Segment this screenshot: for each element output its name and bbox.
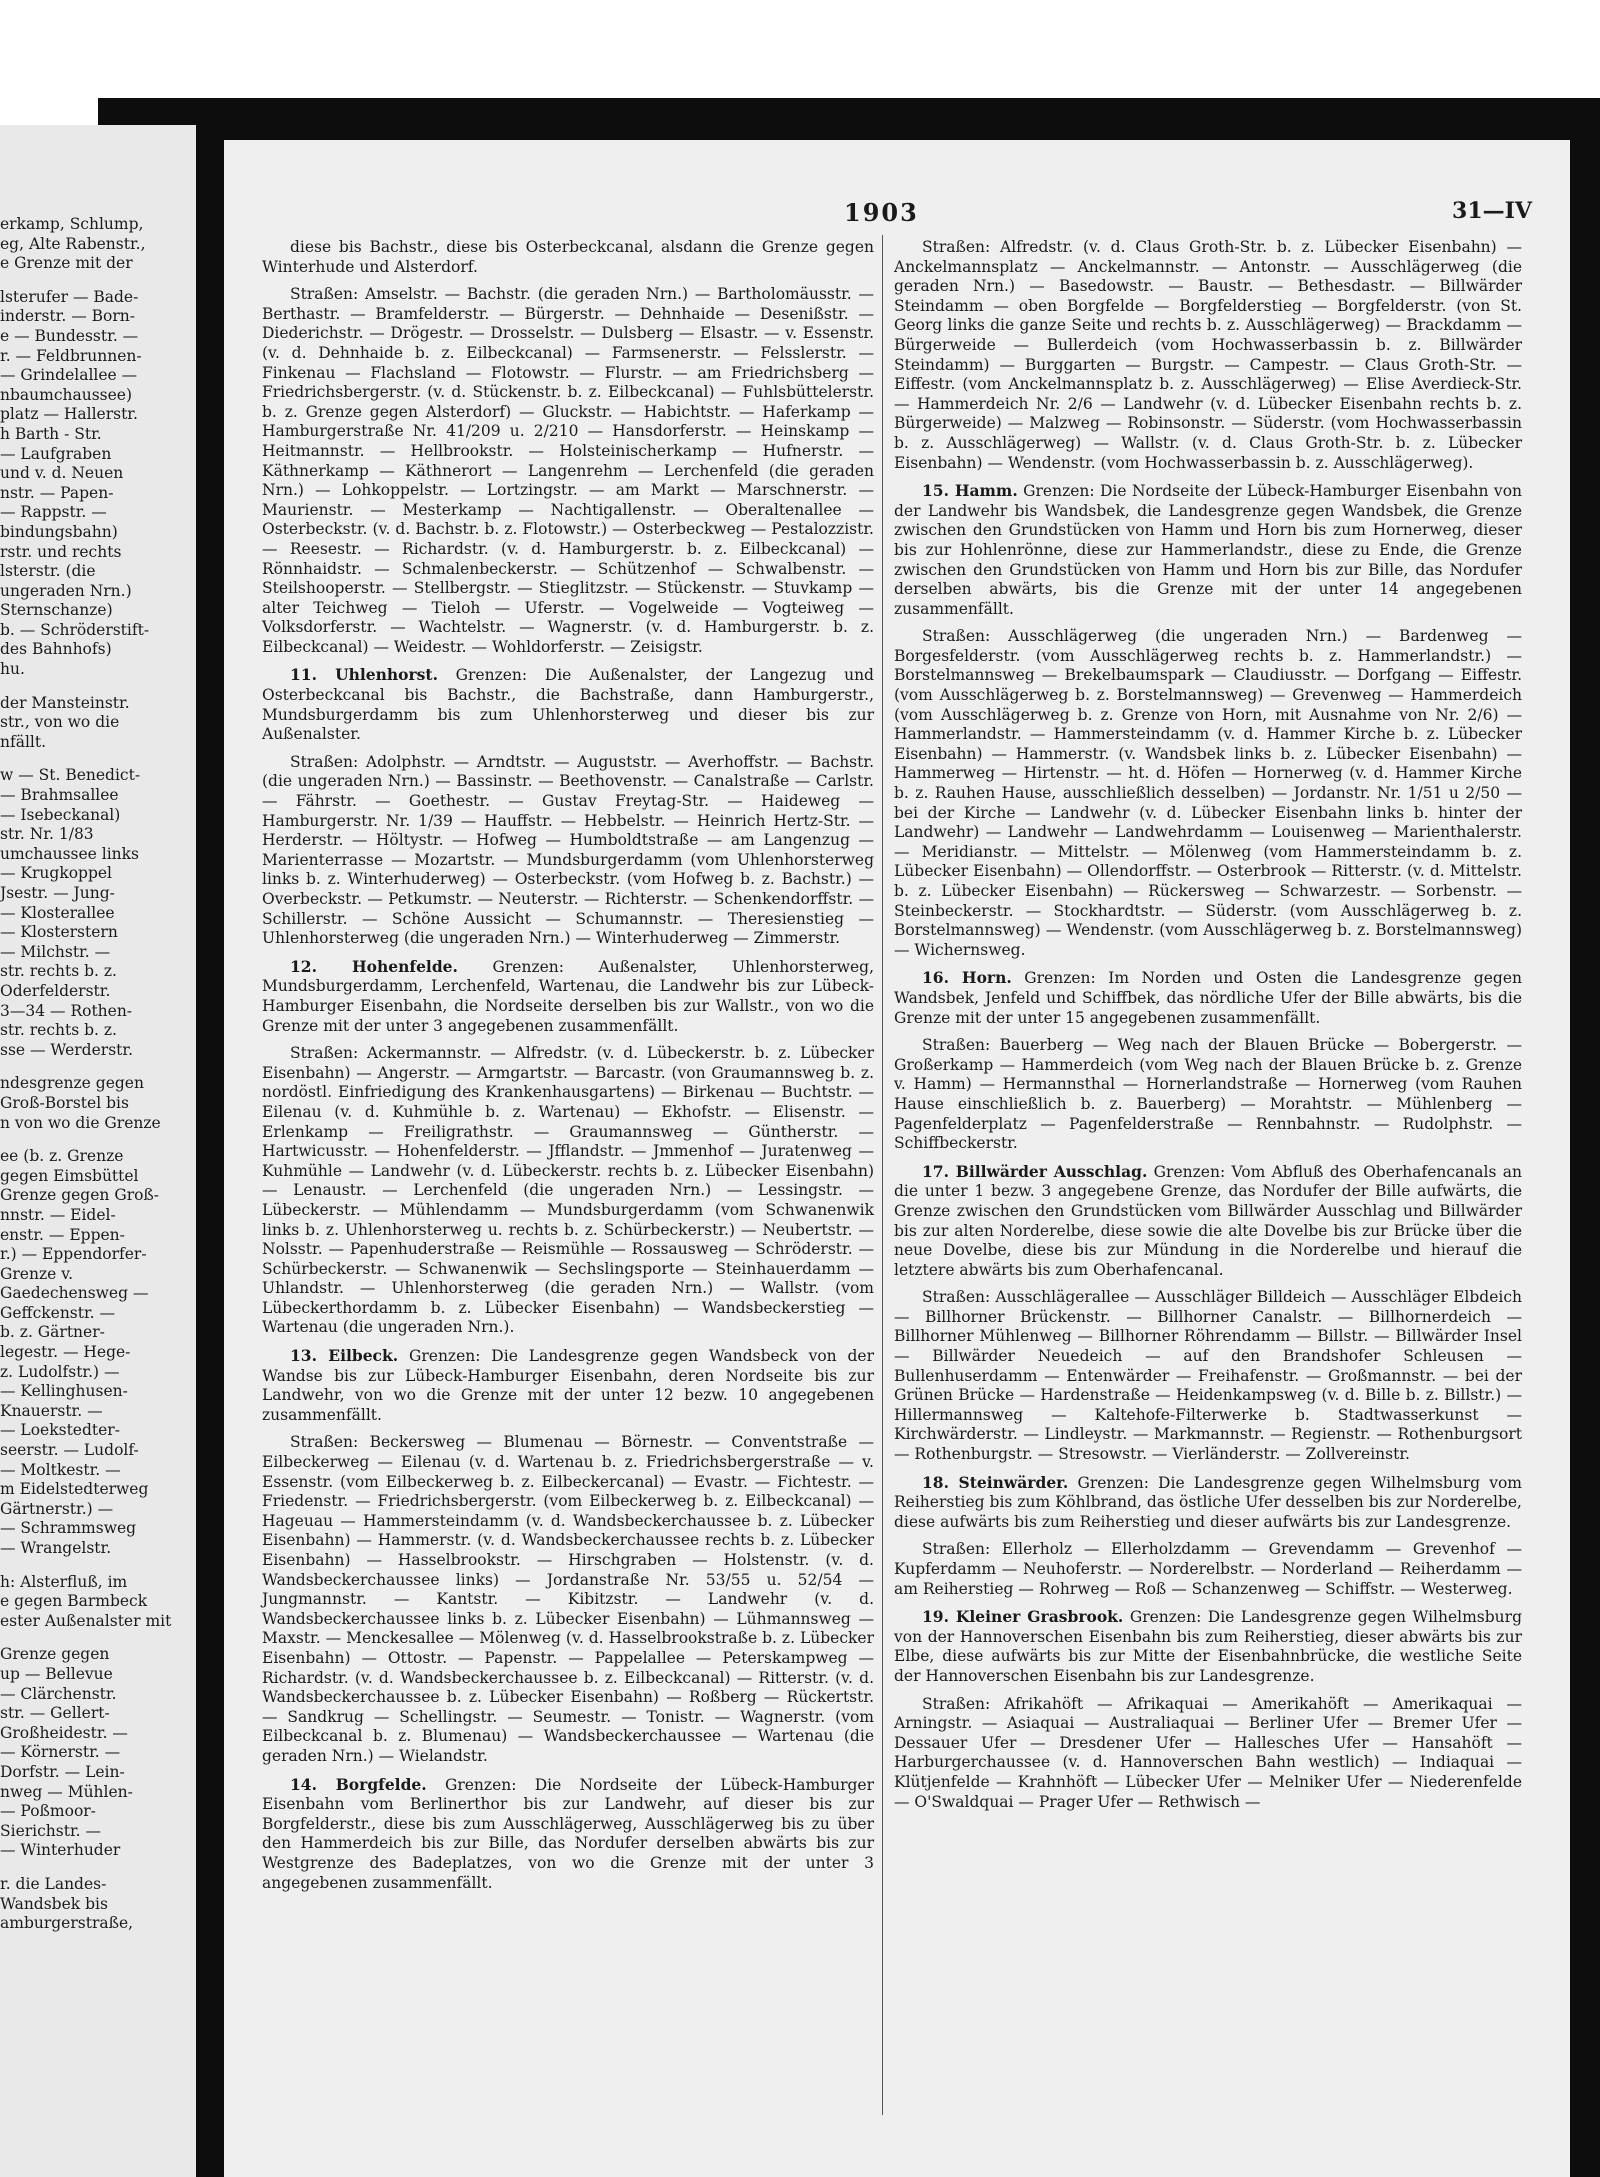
- main-page: [224, 140, 1570, 2177]
- fragment-line: — Wrangelstr.: [0, 1539, 112, 1557]
- paragraph-text: Grenzen: Die Nordseite der Lübeck-Hamburger Eisenbahn vom Berlinerthor bis zur Landwehr, auf dieser bis zur Borgfelderstr., diese bis zum Ausschlägerweg, Ausschlägerweg bis zu über den Hammerdeich bis zur Bille, das Nordufer derselben abwärts bis zur Westgrenze des Badeplatzes, von wo die Grenze mit der unter 3 angegebenen zusammenfällt.: [262, 1775, 874, 1892]
- fragment-line: — Krugkoppel: [0, 864, 113, 883]
- fragment-line: — Kellinghusen-: [0, 1382, 128, 1401]
- fragment-line: b. — Schröderstift-: [0, 620, 150, 639]
- column-divider: [882, 235, 883, 2115]
- fragment-line: h Barth - Str.: [0, 424, 102, 443]
- paragraph-text: Grenzen: Die Nordseite der Lübeck-Hamburger Eisenbahn von der Landwehr bis Wandsbek, die Landesgrenze gegen Wandsbek, die Grenze zwischen den Grundstücken von Hamm und Horn bis zum Hornerweg, dieser bis zur Hohlenrönne, diese zur Hammerlandstr., diese zu Ende, die Grenze zwischen den Grundstücken von Hamm und Horn bis zur Bille, das Nordufer derselben abwärts, bis die Grenze mit der unter 14 angegebenen zusammenfällt.: [894, 482, 1523, 618]
- fragment-line: rstr. und rechts: [0, 542, 122, 561]
- street-list: [262, 1044, 874, 1338]
- fragment-line: Knauerstr. —: [0, 1401, 103, 1420]
- fragment-line: ndesgrenze gegen: [0, 1074, 144, 1093]
- fragment-line: nweg — Mühlen-: [0, 1782, 133, 1801]
- fragment-line: — Laufgraben: [0, 444, 112, 463]
- fragment-line: up — Bellevue: [0, 1664, 113, 1683]
- street-list: [262, 1433, 874, 1766]
- fragment-line: — Schrammsweg: [0, 1519, 137, 1538]
- fragment-line: e — Bundesstr. —: [0, 326, 139, 345]
- district-section: [894, 481, 1522, 619]
- district-heading: 17. Billwärder Ausschlag.: [922, 1161, 1148, 1181]
- fragment-line: nstr. — Papen-: [0, 483, 114, 502]
- paragraph-text: Straßen: Afrikahöft — Afrikaquai — Amerikahöft — Amerikaquai — Arningstr. — Asiaquai — Australiaquai — Berliner Ufer — Bremer Ufer — Dessauer Ufer — Dresdener Ufer — Hallesches Ufer — Hansahöft — Harburgerchaussee (v. d. Hannoverschen Bahn westlich) — Indiaquai — Klütjenfelde — Krahnhöft — Lübecker Ufer — Melniker Ufer — Niederenfelde — O'Swaldquai — Prager Ufer — Rethwisch —: [894, 1694, 1522, 1811]
- street-list: [894, 238, 1522, 473]
- district-section: [262, 665, 874, 744]
- fragment-line: umchaussee links: [0, 844, 139, 863]
- district-heading: 14. Borgfelde.: [290, 1774, 427, 1794]
- district-heading: 18. Steinwärder.: [922, 1472, 1069, 1492]
- fragment-line: eg, Alte Rabenstr.,: [0, 234, 146, 253]
- street-list: [894, 1288, 1522, 1464]
- page-number: 31—IV: [1452, 198, 1532, 224]
- fragment-line: — Clärchenstr.: [0, 1684, 117, 1703]
- fragment-line: — Milchstr. —: [0, 942, 111, 961]
- left-page-fragment: [0, 125, 196, 2177]
- street-list: [262, 285, 874, 657]
- fragment-line: e gegen Barmbeck: [0, 1592, 148, 1611]
- fragment-line: inderstr. — Born-: [0, 307, 135, 326]
- fragment-line: ungeraden Nrn.): [0, 581, 132, 600]
- fragment-line: str. — Gellert-: [0, 1704, 110, 1723]
- paragraph-text: Straßen: Adolphstr. — Arndtstr. — Auguststr. — Averhoffstr. — Bachstr. (die ungeraden Nrn.) — Bassinstr. — Beethovenstr. — Canalstraße — Carlstr. — Fährstr. — Goethestr. — Gustav Freytag-Str. — Haideweg — Hamburgerstr. Nr. 1/39 — Hauffstr. — Hebbelstr. — Heinrich Hertz-Str. — Herderstr. — Höltystr. — Hofweg — Humboldtstraße — am Langenzug — Marienterrasse — Mozartstr. — Mundsburgerdamm (vom Uhlenhorsterweg links b. z. Winterhuderweg) — Osterbeckstr. (vom Hofweg b. z. Bachstr.) — Overbeckstr. — Petkumstr. — Neuterstr. — Richterstr. — Schenkendorffstr. — Schillerstr. — Schöne Aussicht — Schumannstr. — Theresienstieg — Uhlenhorsterweg (die ungeraden Nrn.) — Winterhuderweg — Zimmerstr.: [262, 752, 874, 948]
- paragraph-text: Grenzen: Im Norden und Osten die Landesgrenze gegen Wandsbek, Jenfeld und Schiffbek, das nördliche Ufer der Bille abwärts, bis die Grenze mit der unter 15 angegebenen zusammenfällt.: [894, 969, 1522, 1027]
- fragment-line: str. rechts b. z.: [0, 962, 117, 981]
- fragment-line: hu.: [0, 660, 25, 679]
- fragment-line: lsterufer — Bade-: [0, 287, 139, 306]
- paragraph-text: Straßen: Bauerberg — Weg nach der Blauen Brücke — Bobergerstr. — Großerkamp — Hammerdeich (vom Weg nach der Blauen Brücke b. z. Grenze v. Hamm) — Hermannsthal — Hornerlandstraße — Hornerweg (vom Rauhen Hause einschließlich b. z. Bauerberg) — Morahtstr. — Mühlenberg — Pagenfelderplatz — Pagenfelderstraße — Rennbahnstr. — Rudolphstr. — Schiffbeckerstr.: [894, 1036, 1522, 1153]
- paragraph-text: Grenzen: Die Landesgrenze gegen Wilhelmsburg von der Hannoverschen Eisenbahn bis zum Reiherstieg, dieser abwärts bis zur Elbe, diese aufwärts bis zur Mitte der Eisenbahnbrücke, die westliche Seite der Hannoverschen Eisenbahn bis zur Landesgrenze.: [894, 1608, 1522, 1685]
- left-column: [262, 238, 874, 1901]
- fragment-line: nbaumchaussee): [0, 385, 133, 404]
- paragraph-text: Grenzen: Die Landesgrenze gegen Wandsbeck von der Wandse bis zur Lübeck-Hamburger Eisenbahn, deren Nordseite bis zur Landwehr, von wo die Grenze mit der unter 12 bezw. 10 angegebenen zusammenfällt.: [262, 1347, 875, 1424]
- fragment-line: — Poßmoor-: [0, 1802, 96, 1821]
- paragraph-text: Straßen: Ackermannstr. — Alfredstr. (v. d. Lübeckerstr. b. z. Lübecker Eisenbahn) — Angerstr. — Armgartstr. — Barcastr. (von Graumannsweg b. z. nordöstl. Einfriedigung des Krankenhausgartens) — Birkenau — Buchtstr. — Eilenau (v. d. Kuhmühle b. z. Wartenau) — Ekhofstr. — Elisenstr. — Erlenkamp — Freiligrathstr. — Graumannsweg — Güntherstr. — Hartwicusstr. — Hohenfelderstr. — Jfflandstr. — Jmmenhof — Juratenweg — Kuhmühle — Landwehr (v. d. Lübeckerstr. rechts b. z. Lübecker Eisenbahn) — Lenaustr. — Lerchenfeld (die ungeraden Nrn.) — Lessingstr. — Lübeckerstr. — Mühlendamm — Mundsburgerdamm (vom Schwanenwik links b. z. Uhlenhorsterweg u. rechts b. z. Schürbeckerstr.) — Neubertstr. — Nolsstr. — Papenhuderstraße — Reismühle — Rossausweg — Schröderstr. — Schürbeckerstr. — Schwanenwik — Sechslingsporte — Steinhauerdamm — Uhlandstr. — Uhlenhorsterweg (die geraden Nrn.) — Wallstr. (vom Lübeckerthordamm b. z. Lübecker Eisenbahn) — Wandsbeckerstieg — Wartenau (die ungeraden Nrn.).: [262, 1044, 874, 1337]
- paragraph-text: diese bis Bachstr., diese bis Osterbeckcanal, alsdann die Grenze gegen Winterhude und Alsterdorf.: [262, 238, 874, 276]
- fragment-line: — Winterhuder: [0, 1841, 121, 1860]
- fragment-line: 3—34 — Rothen-: [0, 1001, 133, 1020]
- fragment-line: nfällt.: [0, 732, 47, 751]
- district-section: [894, 1473, 1522, 1533]
- fragment-line: enstr. — Eppen-: [0, 1225, 125, 1244]
- fragment-line: [0, 274, 196, 288]
- fragment-line: — Loekstedter-: [0, 1421, 120, 1440]
- street-list: [894, 1695, 1522, 1813]
- fragment-line: lsterstr. (die: [0, 562, 96, 581]
- fragment-line: Großheidestr. —: [0, 1723, 128, 1742]
- fragment-line: ee (b. z. Grenze: [0, 1147, 124, 1166]
- fragment-line: — Grindelallee —: [0, 366, 138, 385]
- fragment-line: der Mansteinstr.: [0, 693, 130, 712]
- fragment-line: str., von wo die: [0, 713, 120, 732]
- fragment-line: [0, 1559, 196, 1573]
- fragment-line: Grenze gegen: [0, 1645, 110, 1664]
- district-section: [894, 968, 1522, 1028]
- fragment-line: bindungsbahn): [0, 522, 118, 541]
- district-heading: 16. Horn.: [922, 968, 1012, 988]
- fragment-line: — Klosterallee: [0, 903, 115, 922]
- fragment-line: gegen Eimsbüttel: [0, 1166, 139, 1185]
- district-heading: 19. Kleiner Grasbrook.: [922, 1607, 1124, 1627]
- paragraph-text: Grenzen: Die Außenalster, der Langezug und Osterbeckcanal bis Bachstr., die Bachstraße, dann Hamburgerstr., Mundsburgerdamm bis zum Uhlenhorsterweg und dieser bis zur Außenalster.: [262, 666, 874, 744]
- fragment-line: erkamp, Schlump,: [0, 215, 144, 233]
- fragment-line: [0, 1133, 196, 1147]
- paragraph-text: Grenzen: Außenalster, Uhlenhorsterweg, Mundsburgerdamm, Lerchenfeld, Wartenau, die Landwehr bis zur Lübeck-Hamburger Eisenbahn, die Nordseite derselben bis zur Wallstr., von wo die Grenze mit der unter 3 angegebenen zusammenfällt.: [262, 957, 874, 1035]
- fragment-line: [0, 1631, 196, 1645]
- fragment-line: ester Außenalster mit: [0, 1611, 172, 1630]
- fragment-line: m Eidelstedterweg: [0, 1480, 149, 1499]
- district-heading: 11. Uhlenhorst.: [290, 665, 438, 685]
- fragment-line: z. Ludolfstr.) —: [0, 1362, 120, 1381]
- left-fragment-lines: [0, 215, 196, 1934]
- fragment-line: des Bahnhofs): [0, 640, 112, 659]
- fragment-line: n von wo die Grenze: [0, 1113, 161, 1132]
- fragment-line: — Brahmsallee: [0, 786, 119, 805]
- fragment-line: [0, 680, 196, 694]
- fragment-line: — Rappstr. —: [0, 503, 107, 522]
- district-heading: 13. Eilbeck.: [290, 1346, 399, 1366]
- street-list: [262, 753, 874, 949]
- fragment-line: — Moltkestr. —: [0, 1460, 121, 1479]
- fragment-line: w — St. Benedict-: [0, 766, 141, 785]
- fragment-line: b. z. Gärtner-: [0, 1323, 105, 1342]
- paragraph-text: Straßen: Ausschlägerweg (die ungeraden Nrn.) — Bardenweg — Borgesfelderstr. (vom Ausschlägerweg rechts b. z. Hammerlandstr.) — Borstelmannsweg — Brekelbaumspark — Claudiusstr. — Dorfgang — Eiffestr. (vom Ausschlägerweg b. z. Borstelmannsweg) — Grevenweg — Hammerdeich (vom Ausschlägerweg b. z. Grenze von Horn, mit Ausnahme von Nr. 2/6) — Hammerlandstr. — Hammersteindamm (v. d. Hammer Kirche b. z. Lübecker Eisenbahn) — Hammerstr. (v. Wandsbek links b. z. Lübecker Eisenbahn) — Hammerweg — Hirtenstr. — ht. d. Höfen — Hornerweg (v. d. Hammer Kirche b. z. Rauhen Hause, ausschließlich desselben) — Jordanstr. Nr. 1/51 u 2/50 — bei der Kirche — Landwehr (v. d. Lübecker Eisenbahn links b. hinter der Landwehr) — Landwehr — Landwehrdamm — Louisenweg — Marienthalerstr. — Meridianstr. — Mittelstr. — Mölenweg (vom Hammersteindamm b. z. Lübecker Eisenbahn) — Ollendorffstr. — Osterbrook — Ritterstr. (v. d. Mittelstr. b. z. Lübecker Eisenbahn) — Rückersweg — Schwarzestr. — Sorbenstr. — Steinbeckerstr. — Stockhardtstr. — Süderstr. (vom Ausschlägerweg b. z. Borstelmannsweg) — Wendenstr. (vom Ausschlägerweg b. z. Borstelmannsweg) — Wichernsweg.: [894, 627, 1522, 959]
- fragment-line: Dorfstr. — Lein-: [0, 1762, 125, 1781]
- district-heading: 12. Hohenfelde.: [290, 956, 458, 976]
- fragment-line: str. rechts b. z.: [0, 1021, 117, 1040]
- district-section: [894, 1162, 1522, 1281]
- fragment-line: Groß-Borstel bis: [0, 1093, 129, 1112]
- fragment-line: h: Alsterfluß, im: [0, 1572, 128, 1591]
- fragment-line: str. Nr. 1/83: [0, 825, 94, 844]
- fragment-line: Grenze v.: [0, 1264, 74, 1283]
- district-section: [894, 1607, 1522, 1686]
- fragment-line: r.) — Eppendorfer-: [0, 1245, 147, 1264]
- scan-top-margin: [0, 0, 1600, 98]
- fragment-line: — Körnerstr. —: [0, 1743, 121, 1762]
- fragment-line: Gaedechensweg —: [0, 1284, 149, 1303]
- page-year: 1903: [844, 198, 919, 227]
- fragment-line: — Isebeckanal): [0, 805, 121, 824]
- fragment-line: seerstr. — Ludolf-: [0, 1441, 139, 1460]
- fragment-line: e Grenze mit der: [0, 254, 133, 273]
- district-section: [262, 957, 874, 1036]
- fragment-line: amburgerstraße,: [0, 1914, 134, 1933]
- fragment-line: r. — Feldbrunnen-: [0, 346, 142, 365]
- fragment-line: [0, 752, 196, 766]
- fragment-line: und v. d. Neuen: [0, 464, 124, 483]
- right-column: [894, 238, 1522, 1820]
- street-list: [894, 1036, 1522, 1154]
- fragment-line: Sternschanze): [0, 601, 113, 620]
- district-heading: 15. Hamm.: [922, 481, 1018, 501]
- street-list: [894, 1540, 1522, 1599]
- fragment-line: r. die Landes-: [0, 1874, 107, 1893]
- district-section: [262, 1346, 874, 1425]
- paragraph-text: Straßen: Ausschlägerallee — Ausschläger Billdeich — Ausschläger Elbdeich — Billhorner Brückenstr. — Billhorner Canalstr. — Billhornerdeich — Billhorner Mühlenweg — Billhorner Röhrendamm — Billstr. — Billwärder Insel — Billwärder Neuedeich — auf den Brandshofer Schleusen — Bullenhuserdamm — Entenwärder — Freihafenstr. — Großmannstr. — bei der Grünen Brücke — Hardenstraße — Heidenkampsweg (v. d. Bille b. z. Billstr.) — Hillermannsweg — Kaltehofe-Filterwerke b. Stadtwasserkunst — Kirchwärderstr. — Lindleystr. — Markmannstr. — Regienstr. — Rothenburgsort — Rothenburgstr. — Stresowstr. — Vierländerstr. — Zollvereinstr.: [894, 1288, 1522, 1464]
- fragment-line: platz — Hallerstr.: [0, 405, 138, 424]
- fragment-line: legestr. — Hege-: [0, 1343, 131, 1362]
- fragment-line: Grenze gegen Groß-: [0, 1186, 160, 1205]
- street-list: [894, 627, 1522, 960]
- paragraph-text: Grenzen: Die Landesgrenze gegen Wilhelmsburg vom Reiherstieg bis zum Köhlbrand, das östliche Ufer desselben bis zur Norderelbe, diese aufwärts bis zum Reiherstieg und dieser aufwärts bis zur Landesgrenze.: [894, 1473, 1522, 1531]
- fragment-line: Geffckenstr. —: [0, 1303, 116, 1322]
- fragment-line: [0, 1861, 196, 1875]
- fragment-line: sse — Werderstr.: [0, 1040, 134, 1059]
- paragraph-text: Grenzen: Vom Abfluß des Oberhafencanals an die unter 1 bezw. 3 angegebene Grenze, das Nordufer der Bille aufwärts, die Grenze zwischen den Grundstücken vom Billwärder Ausschlag und Billwärder bis zur alten Norderelbe, diese sowie die alte Dovelbe bis zur Brücke über die neue Dovelbe, diese bis zur Mündung in die Norderelbe und hierauf die letztere abwärts bis zum Oberhafencanal.: [894, 1162, 1522, 1279]
- fragment-line: Oderfelderstr.: [0, 981, 111, 1000]
- page-header: [224, 198, 1570, 228]
- paragraph-text: Straßen: Beckersweg — Blumenau — Börnestr. — Conventstraße — Eilbeckerweg — Eilenau (v. d. Wartenau b. z. Friedrichsbergerstraße — v. Essenstr. (vom Eilbeckerweg b. z. Eilbeckercanal) — Evastr. — Fichtestr. — Friedenstr. — Friedrichsbergerstr. (vom Eilbeckerweg b. z. Eilbeckcanal) — Hageuau — Hammersteindamm (v. d. Wandsbeckerchaussee b. z. Lübecker Eisenbahn) — Hammerstr. (v. d. Wandsbeckerchaussee rechts b. z. Lübecker Eisenbahn) — Hasselbrookstr. — Hirschgraben — Holstenstr. (v. d. Wandsbeckerchaussee links) — Jordanstraße Nr. 53/55 u. 52/54 — Jungmannstr. — Kantstr. — Kibitzstr. — Landwehr (v. d. Wandsbeckerchaussee links b. z. Lübecker Eisenbahn) — Lühmannsweg — Maxstr. — Menckesallee — Mölenweg (v. d. Hasselbrookstraße b. z. Lübecker Eisenbahn) — Ottostr. — Papenstr. — Pappelallee — Peterskampweg — Richardstr. (v. d. Wandsbeckerchaussee b. z. Eilbeckcanal) — Ritterstr. (v. d. Wandsbeckerchaussee b. z. Lübecker Eisenbahn) — Roßberg — Rückertstr. — Sandkrug — Schellingstr. — Seumestr. — Tonistr. — Wagnerstr. (vom Eilbeckcanal b. z. Blumenau) — Wandsbeckerchaussee — Wartenau (die geraden Nrn.) — Wielandstr.: [262, 1433, 874, 1765]
- paragraph-text: Straßen: Alfredstr. (v. d. Claus Groth-Str. b. z. Lübecker Eisenbahn) — Anckelmannsplatz — Anckelmannstr. — Antonstr. — Ausschlägerweg (die geraden Nrn.) — Basedowstr. — Baustr. — Bethesdastr. — Billwärder Steindamm — oben Borgfelde — Borgfelderstieg — Borgfelderstr. (von St. Georg links die ganze Seite und rechts b. z. Ausschlägerweg) — Brackdamm — Bürgerweide — Bullerdeich (vom Hochwasserbassin b. z. Billwärder Steindamm) — Burggarten — Burgstr. — Campestr. — Claus Groth-Str. — Eiffestr. (vom Anckelmannsplatz b. z. Ausschlägerweg) — Elise Averdieck-Str. — Hammerdeich Nr. 2/6 — Landwehr (v. d. Lübecker Eisenbahn rechts b. z. Bürgerweide) — Malzweg — Robinsonstr. — Süderstr. (vom Hochwasserbassin b. z. Ausschlägerweg) — Wallstr. (v. d. Claus Groth-Str. b. z. Lübecker Eisenbahn) — Wendenstr. (vom Hochwasserbassin b. z. Ausschlägerweg).: [894, 238, 1522, 472]
- fragment-line: Gärtnerstr.) —: [0, 1499, 114, 1518]
- fragment-line: nnstr. — Eidel-: [0, 1205, 116, 1224]
- fragment-line: — Klosterstern: [0, 923, 118, 942]
- paragraph-text: Straßen: Amselstr. — Bachstr. (die geraden Nrn.) — Bartholomäusstr. — Berthastr. — Bramfelderstr. — Bürgerstr. — Dehnhaide — Desenißstr. — Diederichstr. — Drögestr. — Drosselstr. — Dulsberg — Elsastr. — v. Essenstr. (v. d. Dehnhaide b. z. Eilbeckcanal) — Farmsenerstr. — Felsslerstr. — Finkenau — Flachsland — Flotowstr. — Flurstr. — am Friedrichsberg — Friedrichsbergerstr. (v. d. Stückenstr. b. z. Eilbeckcanal) — Fuhlsbüttelerstr. b. z. Grenze gegen Alsterdorf) — Gluckstr. — Habichtstr. — Haferkamp — Hamburgerstraße Nr. 41/209 u. 2/210 — Hansdorferstr. — Heinskamp — Heitmannstr. — Hellbrookstr. — Holsteinischerkamp — Hufnerstr. — Käthnerkamp — Käthnerort — Langenrehm — Lerchenfeld (die geraden Nrn.) — Lohkoppelstr. — Lortzingstr. — am Markt — Marschnerstr. — Maurienstr. — Mesterkamp — Nachtigallenstr. — Oberaltenallee — Osterbeckstr. (v. d. Bachstr. b. z. Flotowstr.) — Osterbeckweg — Pestalozzistr. — Reesestr. — Richardstr. (v. d. Hamburgerstr. b. z. Eilbeckcanal) — Rönnhaidstr. — Schmalenbeckerstr. — Schützenhof — Schwalbenstr. — Steilshooperstr. — Stellbergstr. — Stieglitzstr. — Stückenstr. — Stuvkamp — alter Teichweg — Tieloh — Uferstr. — Vogelweide — Vogteiweg — Volksdorferstr. — Wachtelstr. — Wagnerstr. (v. d. Hamburgerstr. b. z. Eilbeckcanal) — Weidestr. — Wohldorferstr. — Zeisigstr.: [262, 285, 874, 656]
- fragment-line: Wandsbek bis: [0, 1894, 108, 1913]
- fragment-line: Sierichstr. —: [0, 1821, 102, 1840]
- street-list: [262, 238, 874, 277]
- fragment-line: [0, 1060, 196, 1074]
- district-section: [262, 1775, 874, 1894]
- paragraph-text: Straßen: Ellerholz — Ellerholzdamm — Grevendamm — Grevenhof — Kupferdamm — Neuhoferstr. — Norderelbstr. — Norderland — Reiherdamm — am Reiherstieg — Rohrweg — Roß — Schanzenweg — Schiffstr. — Westerweg.: [894, 1540, 1522, 1598]
- fragment-line: Jsestr. — Jung-: [0, 884, 115, 902]
